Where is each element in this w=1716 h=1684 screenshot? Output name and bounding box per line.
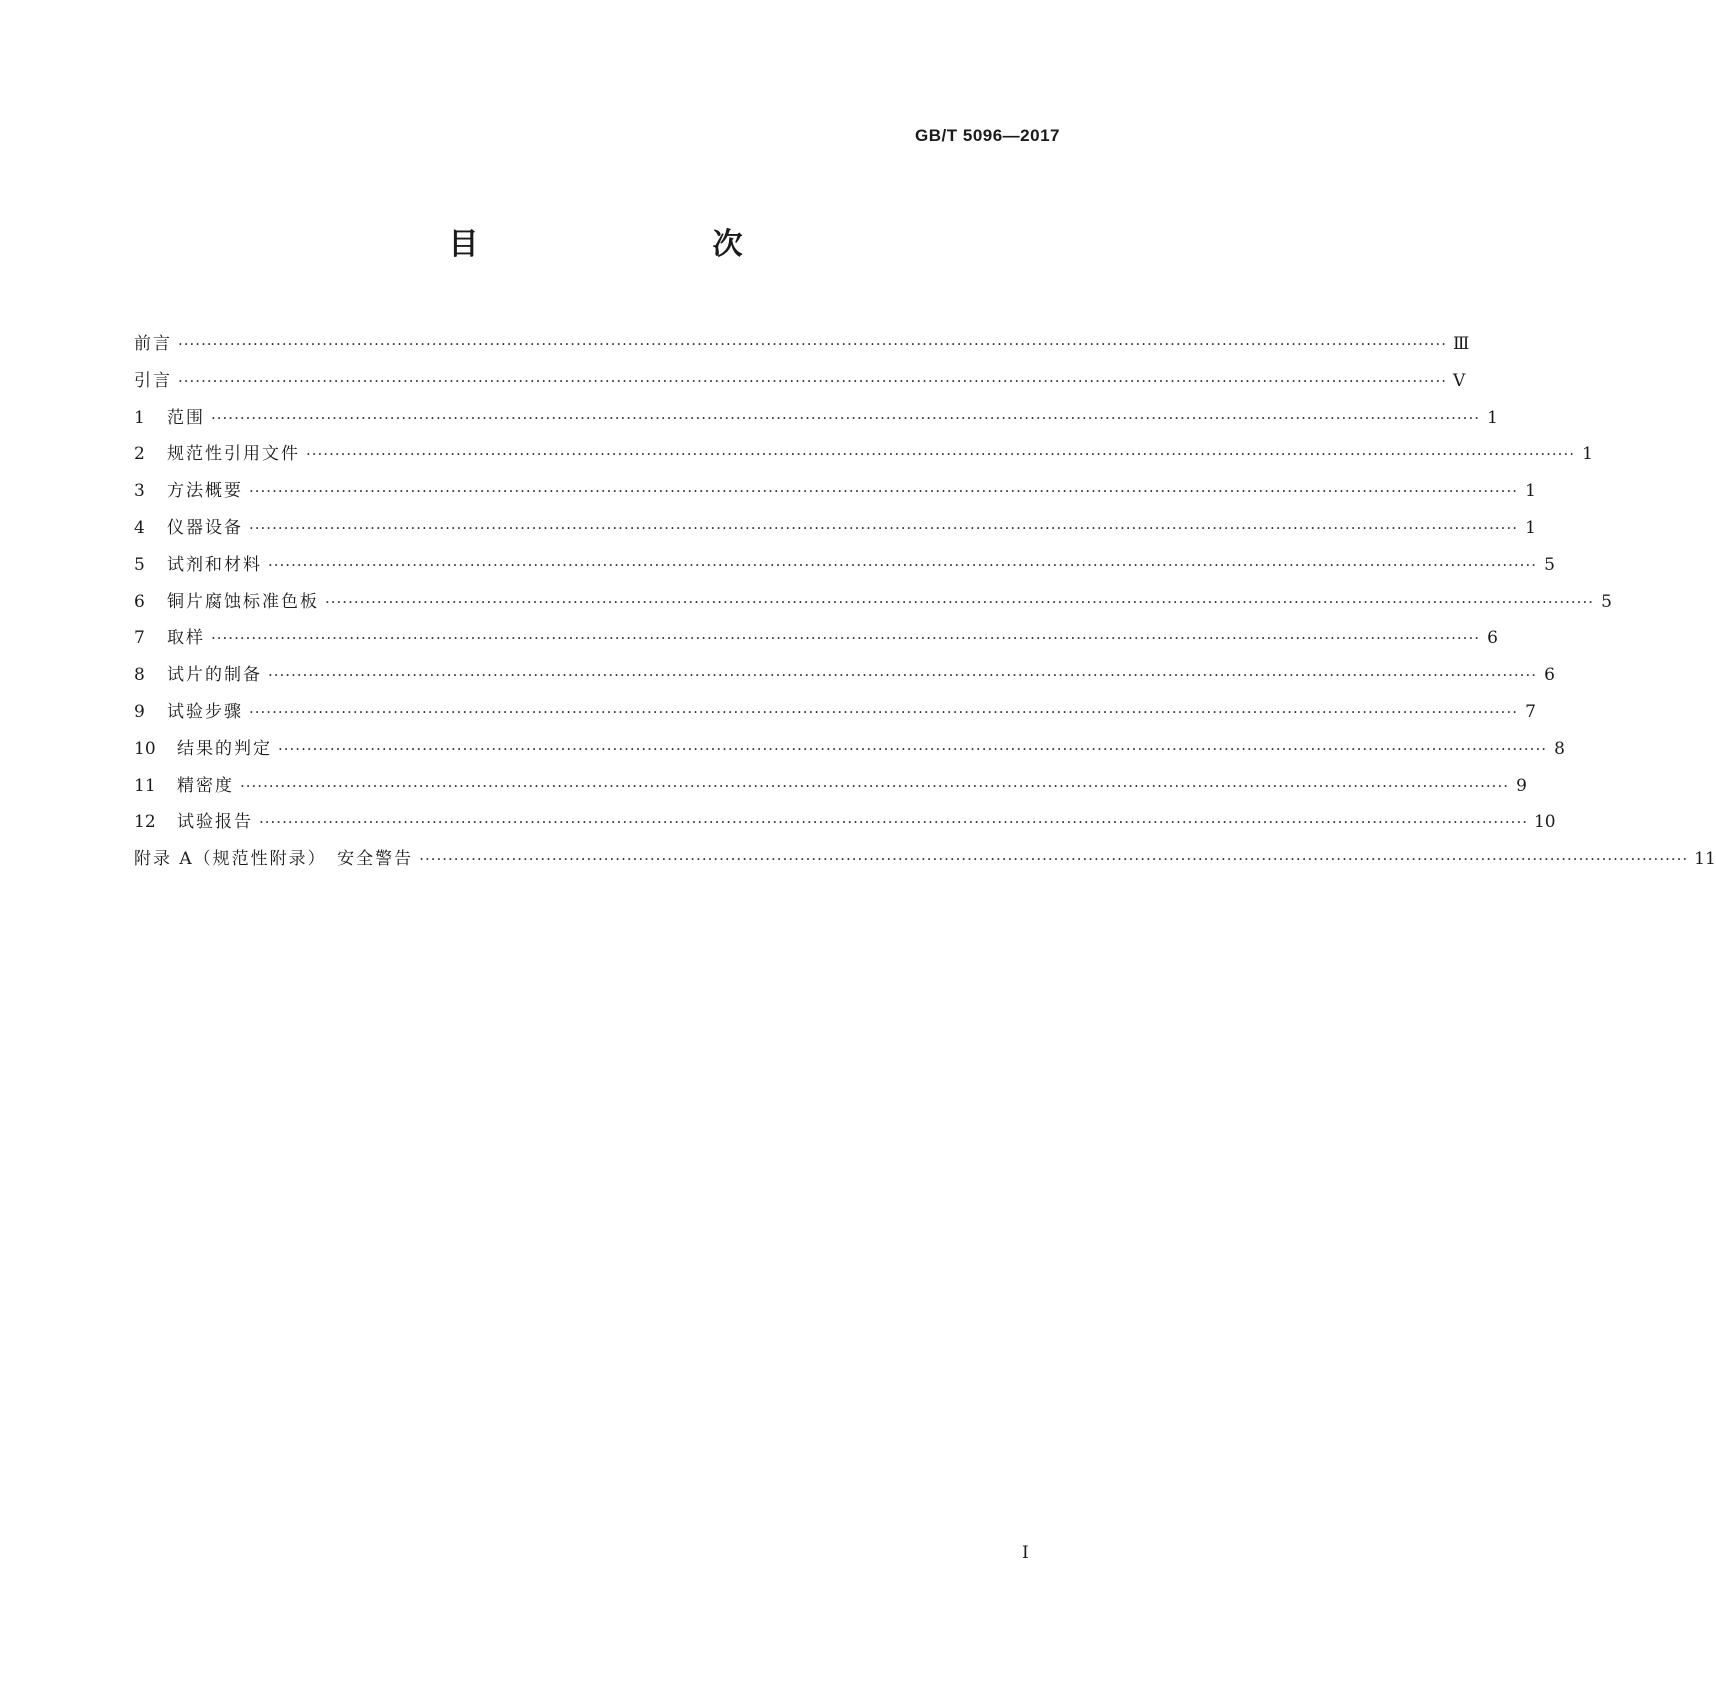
toc-row[interactable] <box>134 804 1556 841</box>
toc-row[interactable] <box>134 436 1593 473</box>
toc-label: 引言 <box>134 370 172 391</box>
toc-number: 3 <box>134 481 145 502</box>
toc-row[interactable] <box>134 584 1612 621</box>
toc-page: 1 <box>1525 517 1536 538</box>
dot-leader: ···························································································································································································································· <box>178 335 1447 353</box>
dot-leader: ···························································································································································································································· <box>240 776 1509 795</box>
dot-leader: ···························································································································································································································· <box>268 666 1537 685</box>
toc-number: 11 <box>134 775 156 796</box>
toc-row[interactable] <box>134 326 1470 363</box>
toc-label: 铜片腐蚀标准色板 <box>167 591 319 612</box>
dot-leader: ···························································································································································································································· <box>249 702 1518 721</box>
standard-code: GB/T 5096—2017 <box>915 126 1060 145</box>
toc-row[interactable] <box>134 694 1536 731</box>
toc-label: 仪器设备 <box>167 517 243 538</box>
dot-leader: ···························································································································································································································· <box>268 555 1537 574</box>
toc-label: 试剂和材料 <box>167 554 262 575</box>
dot-leader: ···························································································································································································································· <box>419 850 1689 869</box>
toc-number: 5 <box>134 554 145 575</box>
toc-row[interactable] <box>134 768 1527 805</box>
toc-page: Ⅴ <box>1452 370 1466 391</box>
dot-leader: ···························································································································································································································· <box>249 482 1518 501</box>
toc-row[interactable] <box>134 657 1555 694</box>
dot-leader: ···························································································································································································································· <box>211 408 1480 427</box>
toc-number: 10 <box>134 738 156 759</box>
toc-page: 7 <box>1525 701 1536 722</box>
toc-number: 6 <box>134 591 145 612</box>
toc-number: 1 <box>134 407 145 428</box>
toc-row[interactable] <box>134 841 1716 878</box>
toc-number: 8 <box>134 665 145 686</box>
toc-row[interactable] <box>134 620 1498 657</box>
toc-title: 目 次 <box>448 227 801 262</box>
toc-label: 范围 <box>167 407 205 428</box>
dot-leader: ···························································································································································································································· <box>278 739 1547 758</box>
toc-label: 附录 A（规范性附录） 安全警告 <box>134 849 414 870</box>
toc-label: 精密度 <box>177 775 234 796</box>
toc-label: 方法概要 <box>167 481 243 502</box>
dot-leader: ···························································································································································································································· <box>211 629 1480 648</box>
toc-row[interactable] <box>134 363 1466 400</box>
toc-number: 9 <box>134 701 145 722</box>
toc-row[interactable] <box>134 547 1555 584</box>
page-number: Ⅰ <box>1022 1543 1029 1563</box>
toc-label: 前言 <box>134 334 172 354</box>
toc-label: 试片的制备 <box>167 665 262 686</box>
toc-page: 5 <box>1601 591 1612 612</box>
toc-page: 1 <box>1525 481 1536 502</box>
dot-leader: ···························································································································································································································· <box>249 518 1518 537</box>
toc-number: 2 <box>134 444 145 465</box>
toc-page: 9 <box>1516 775 1527 796</box>
toc-label: 结果的判定 <box>177 738 272 759</box>
dot-leader: ···························································································································································································································· <box>259 813 1528 832</box>
toc-row[interactable] <box>134 510 1536 547</box>
toc-page: Ⅲ <box>1452 334 1470 354</box>
dot-leader: ···························································································································································································································· <box>325 592 1594 611</box>
toc-number: 7 <box>134 628 145 649</box>
toc-label: 规范性引用文件 <box>167 444 300 465</box>
toc-page: 8 <box>1554 738 1565 759</box>
toc-label: 试验步骤 <box>167 701 243 722</box>
toc-number: 4 <box>134 517 145 538</box>
toc-page: 6 <box>1487 628 1498 649</box>
toc-row[interactable] <box>134 473 1536 510</box>
toc-page: 1 <box>1582 444 1593 465</box>
toc-number: 12 <box>134 812 156 833</box>
toc-page: 11 <box>1694 849 1716 870</box>
table-of-contents <box>134 326 1716 878</box>
toc-row[interactable] <box>134 731 1565 768</box>
toc-page: 10 <box>1533 812 1556 833</box>
dot-leader: ···························································································································································································································· <box>178 371 1447 390</box>
toc-page: 1 <box>1487 407 1498 428</box>
dot-leader: ···························································································································································································································· <box>306 445 1575 464</box>
toc-page: 6 <box>1544 665 1555 686</box>
toc-label: 取样 <box>167 628 205 649</box>
toc-label: 试验报告 <box>177 812 253 833</box>
toc-page: 5 <box>1544 554 1555 575</box>
toc-row[interactable] <box>134 400 1498 437</box>
